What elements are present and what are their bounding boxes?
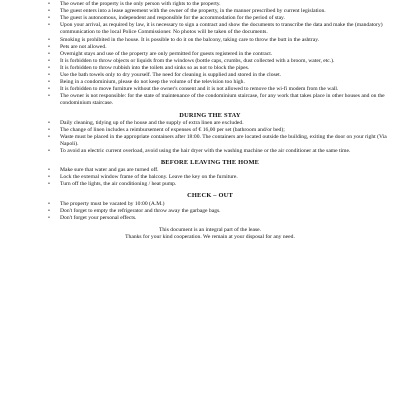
list-item: • Being in a condominium, please do not keep the volume of the television too high.	[48, 79, 398, 86]
list-item: • Upon your arrival, as required by law, it is necessary to sign a contract and show the documents to transcribe the data and make the (mandatory) communication to the local Police Commissioner. No photos will be taken of the documents.	[48, 22, 398, 36]
list-item: • Daily cleaning, tidying up of the house and the supply of extra linen are excluded.	[48, 120, 398, 127]
list-item: • The owner is not responsible: for the state of maintenance of the condominium staircase, for any work that takes place in other houses and on the condominium staircase.	[48, 93, 398, 107]
list-item: • The guest enters into a lease agreement with the owner of the property, in the manner prescribed by current legislation.	[48, 8, 398, 15]
before-leaving-list	[0, 167, 420, 188]
list-item: • It is forbidden to throw rubbish into the toilets and sinks so as not to block the pipes.	[48, 65, 398, 72]
list-item: • Don't forget your personal effects.	[48, 215, 398, 222]
list-item: • To avoid an electric current overload, avoid using the hair dryer with the washing machine or the air conditioner at the same time.	[48, 148, 398, 155]
list-item: • Use the bath towels only to dry yourself. The need for cleaning is supplied and stored in the closet.	[48, 72, 398, 79]
section-title-checkout: CHECK – OUT	[187, 192, 233, 200]
list-item: • Smoking is prohibited in the house. It is possible to do it on the balcony, taking care to throw the butt in the ashtray.	[48, 37, 398, 44]
section-title-during-stay: DURING THE STAY	[179, 111, 241, 119]
footer-thanks: Thanks for your kind cooperation. We remain at your disposal for any need.	[125, 233, 295, 240]
list-item: • It is forbidden to move furniture without the owner's consent and it is not allowed to remove the wi-fi modem from the wall.	[48, 86, 398, 93]
list-item: • The change of linen includes a reimbursement of expenses of € 16,00 per set (bathroom and/or bed);	[48, 127, 398, 134]
list-item: • Lock the external window frame of the balcony. Leave the key on the furniture.	[48, 174, 398, 181]
list-item: • The guest is autonomous, independent and responsible for the accommodation for the period of stay.	[48, 15, 398, 22]
during-stay-list	[0, 120, 420, 155]
list-item: • The property must be vacated by 10:00 (A.M.)	[48, 201, 398, 208]
footer-note: This document is an integral part of the lease.	[158, 226, 262, 233]
list-item: • Waste must be placed in the appropriate containers after 18:00. The containers are located outside the building, exiting the door on your right (Via Napoli).	[48, 134, 398, 148]
list-item: • The owner of the property is the only person with rights to the property.	[48, 1, 398, 8]
list-item: • Make sure that water and gas are turned off.	[48, 167, 398, 174]
list-item: • Turn off the lights, the air conditioning / heat pump.	[48, 181, 398, 188]
list-item: • It is forbidden to throw objects or liquids from the windows (bottle caps, crumbs, dust collected with a broom, water, etc.).	[48, 58, 398, 65]
section-title-before-leaving: BEFORE LEAVING THE HOME	[160, 159, 260, 167]
general-rules-list	[0, 0, 420, 108]
list-item: • Don't forget to empty the refrigerator and throw away the garbage bags.	[48, 208, 398, 215]
list-item: • Overnight stays and use of the property are only permitted for guests registered in the contract.	[48, 51, 398, 58]
document-footer	[0, 227, 420, 241]
list-item: • Pets are not allowed.	[48, 44, 398, 51]
checkout-list	[0, 201, 420, 222]
